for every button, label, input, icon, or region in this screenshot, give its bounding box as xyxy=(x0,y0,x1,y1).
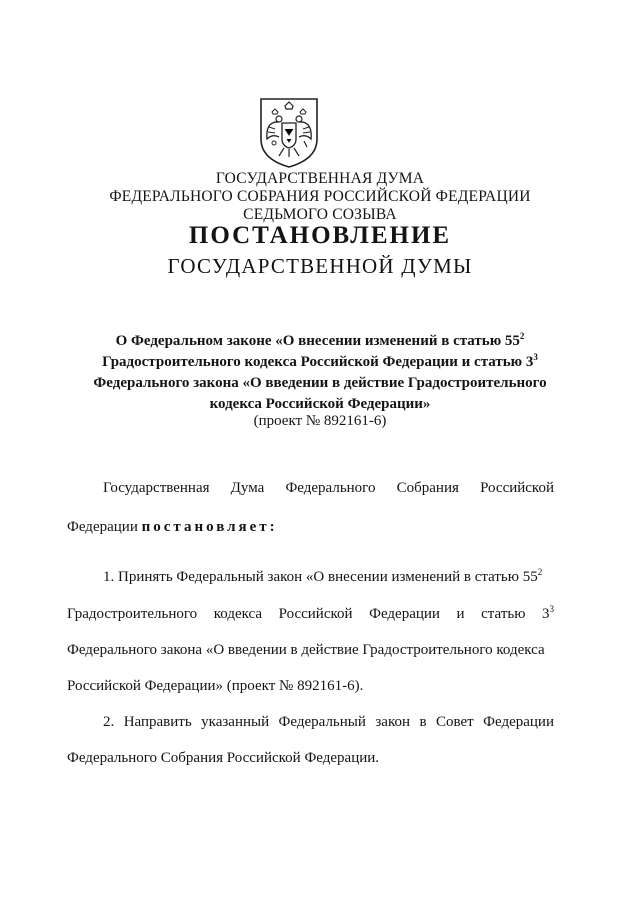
item-1-line-1: 1. Принять Федеральный закон «О внесении изменений в статью $55^2$ xyxy=(103,567,543,585)
law-title-line-4: кодекса Российской Федерации» xyxy=(209,396,431,412)
item-1-line-2: Градостроительного кодекса Российской Федерации и статью $3^3$ xyxy=(67,604,554,622)
russian-coat-of-arms-icon xyxy=(257,95,321,169)
item-1-line-4: Российской Федерации» (проект № 892161-6). xyxy=(67,678,364,694)
item-2-line-2: Федерального Собрания Российской Федерации. xyxy=(67,750,380,766)
document-subtitle: ГОСУДАРСТВЕННОЙ ДУМЫ xyxy=(167,254,473,278)
law-title-line-2: Градостроительного кодекса Российской Федерации и статью $3^3$ xyxy=(102,352,538,370)
item-2-line-1: 2. Направить указанный Федеральный закон в Совет Федерации xyxy=(103,714,554,730)
document-title: ПОСТАНОВЛЕНИЕ xyxy=(188,222,452,249)
preamble-line-2: Федерации постановляет: xyxy=(67,519,278,535)
preamble-line-1: Государственная Дума Федерального Собрания Российской xyxy=(103,480,554,496)
project-number: (проект № 892161-6) xyxy=(253,413,387,429)
convocation-line: СЕДЬМОГО СОЗЫВА xyxy=(243,206,397,223)
law-title-line-1: О Федеральном законе «О внесении изменений в статью $55^2$ xyxy=(115,331,525,349)
org-name-line-1: ГОСУДАРСТВЕННАЯ ДУМА xyxy=(215,170,425,187)
org-name-line-2: ФЕДЕРАЛЬНОГО СОБРАНИЯ РОССИЙСКОЙ ФЕДЕРАЦИИ xyxy=(109,188,531,205)
item-1-line-3: Федерального закона «О введении в действие Градостроительного кодекса xyxy=(67,642,545,658)
law-title-line-3: Федерального закона «О введении в действие Градостроительного xyxy=(93,375,547,391)
